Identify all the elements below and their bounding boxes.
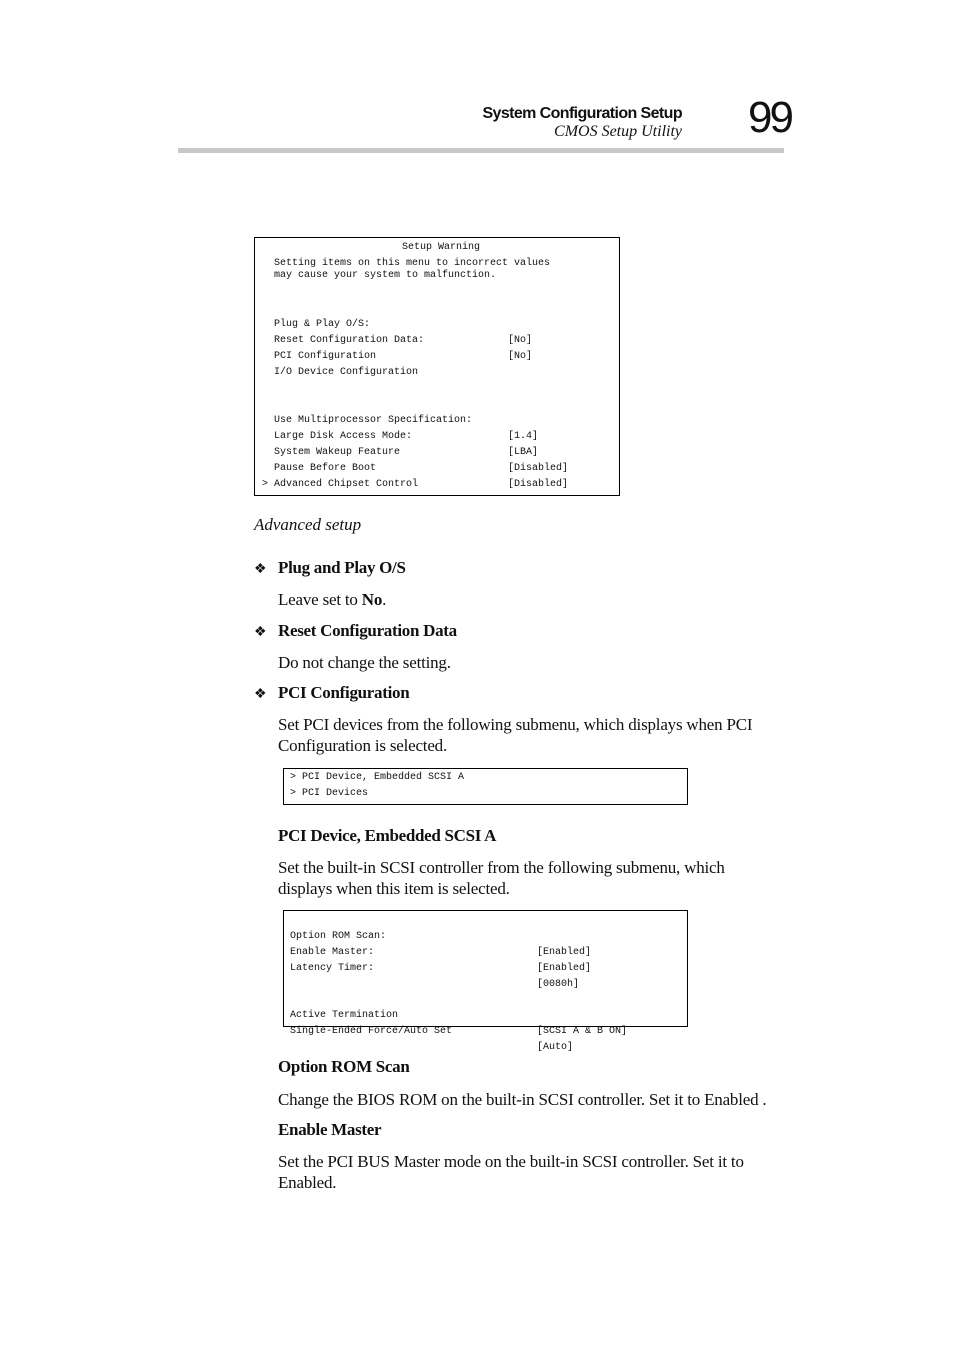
setup-warning-title: Setup Warning (402, 242, 481, 253)
paragraph-plug-and-play: Leave set to No. (278, 590, 387, 609)
menu-item-pci-device-scsi-a[interactable]: > PCI Device, Embedded SCSI A (290, 772, 465, 783)
heading-reset-configuration: Reset Configuration Data (278, 621, 457, 640)
setting-label: Use Multiprocessor Specification: (274, 415, 473, 426)
setting-value[interactable]: [Auto] (537, 1042, 574, 1053)
setting-label: Large Disk Access Mode: (274, 431, 413, 442)
page-number: 99 (748, 93, 791, 142)
setting-label: Plug & Play O/S: (274, 319, 371, 330)
setting-label: Enable Master: (290, 947, 375, 958)
diamond-bullet-icon: ❖ (254, 625, 267, 640)
heading-plug-and-play: Plug and Play O/S (278, 558, 406, 577)
paragraph-pci-device-scsi: Set the built-in SCSI controller from the following submenu, which displays when this item is selected. (278, 858, 725, 898)
setting-label: Latency Timer: (290, 963, 375, 974)
setting-value[interactable]: [LBA] (508, 447, 539, 458)
setting-value[interactable]: [Disabled] (508, 479, 569, 490)
setting-value[interactable]: [No] (508, 335, 533, 346)
heading-option-rom-scan: Option ROM Scan (278, 1057, 410, 1076)
menu-item-pci-configuration[interactable]: PCI Configuration (274, 351, 377, 362)
heading-enable-master: Enable Master (278, 1120, 382, 1139)
setting-value[interactable]: [1.4] (508, 431, 539, 442)
diamond-bullet-icon: ❖ (254, 687, 267, 702)
section-subtitle: CMOS Setup Utility (554, 123, 682, 140)
header-rule (178, 148, 784, 153)
heading-pci-device-scsi: PCI Device, Embedded SCSI A (278, 826, 497, 845)
setting-value[interactable]: [Enabled] (537, 947, 592, 958)
pci-submenu-screen (283, 768, 688, 805)
heading-pci-configuration: PCI Configuration (278, 683, 410, 702)
scsi-settings-screen (283, 910, 688, 1053)
figure-caption: Advanced setup (254, 515, 362, 534)
paragraph-reset-configuration: Do not change the setting. (278, 653, 451, 672)
warning-line-1: Setting items on this menu to incorrect values (274, 258, 551, 269)
setting-value[interactable]: [0080h] (537, 979, 580, 990)
setting-label: Pause Before Boot (274, 463, 377, 474)
setting-label: Reset Configuration Data: (274, 335, 425, 346)
warning-line-2: may cause your system to malfunction. (274, 270, 497, 281)
paragraph-pci-configuration: Set PCI devices from the following submenu, which displays when PCI Configuration is selected. (278, 715, 753, 755)
setting-label: System Wakeup Feature (274, 447, 401, 458)
menu-item-io-device-configuration[interactable]: I/O Device Configuration (274, 367, 419, 378)
setting-value[interactable]: [No] (508, 351, 533, 362)
section-title: System Configuration Setup (482, 105, 682, 122)
setting-value[interactable]: [SCSI A & B ON] (537, 1026, 628, 1037)
setting-label: Active Termination (290, 1010, 399, 1021)
paragraph-option-rom-scan: Change the BIOS ROM on the built-in SCSI controller. Set it to Enabled . (278, 1090, 767, 1109)
diamond-bullet-icon: ❖ (254, 562, 267, 577)
menu-item-advanced-chipset-control[interactable]: > Advanced Chipset Control (262, 479, 419, 490)
setting-label: Option ROM Scan: (290, 931, 387, 942)
menu-item-pci-devices[interactable]: > PCI Devices (290, 788, 369, 799)
paragraph-enable-master: Set the PCI BUS Master mode on the built-in SCSI controller. Set it to Enabled. (278, 1152, 744, 1192)
setting-value[interactable]: [Disabled] (508, 463, 569, 474)
setting-label: Single-Ended Force/Auto Set (290, 1026, 453, 1037)
setting-value[interactable]: [Enabled] (537, 963, 592, 974)
advanced-setup-screen (254, 237, 620, 496)
